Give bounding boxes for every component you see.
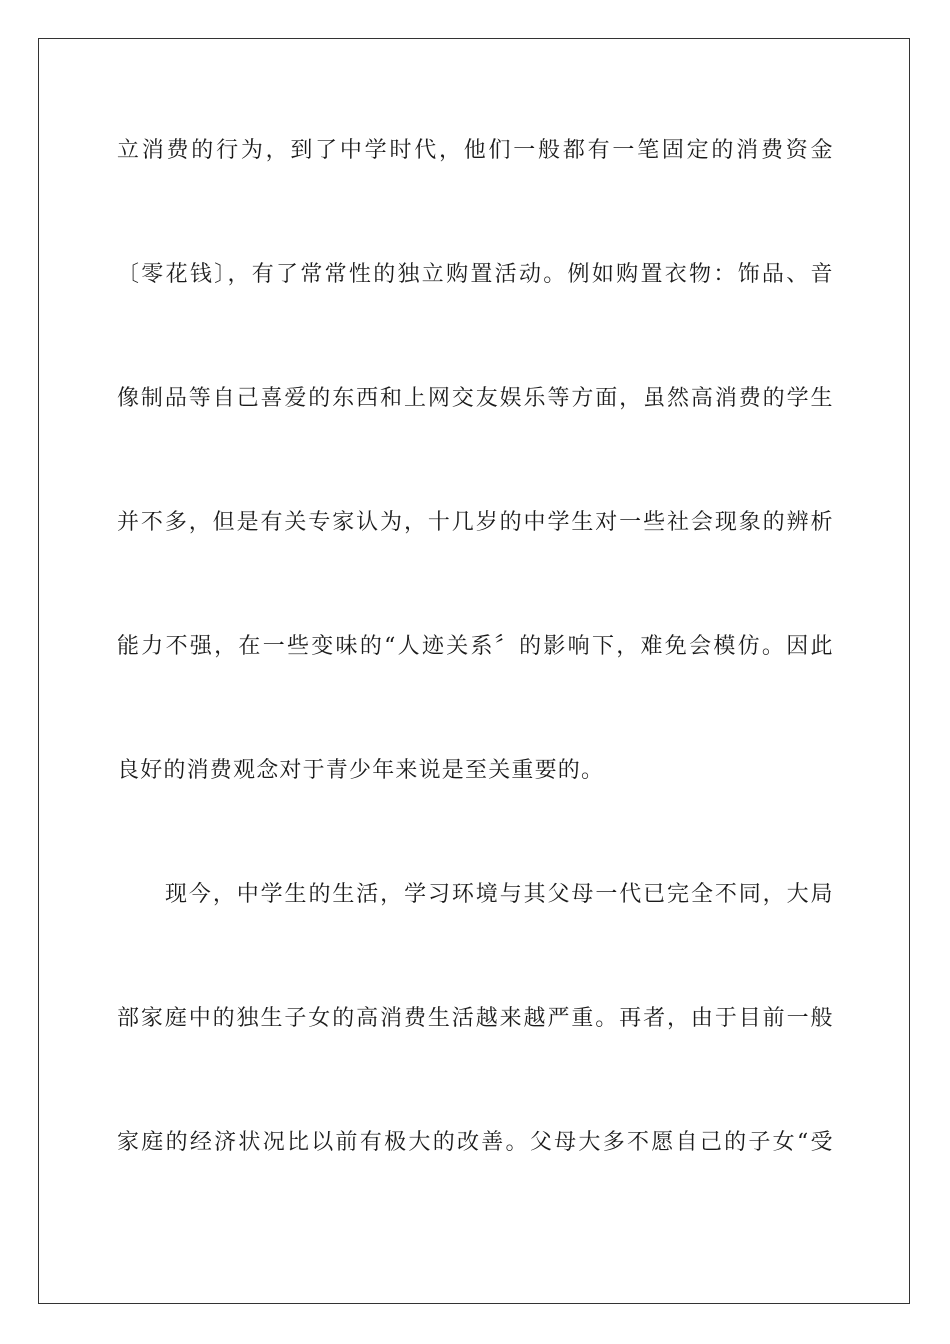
text-line: 部家庭中的独生子女的高消费生活越来越严重。再者，由于目前一般	[117, 1006, 833, 1031]
text-line: 立消费的行为，到了中学时代，他们一般都有一笔固定的消费资金	[117, 138, 833, 163]
text-line: 家庭的经济状况比以前有极大的改善。父母大多不愿自己的子女“受	[117, 1130, 833, 1155]
text-line: 良好的消费观念对于青少年来说是至关重要的。	[117, 758, 605, 783]
text-line: 能力不强，在一些变味的“人迹关系〞的影响下，难免会模仿。因此	[117, 634, 833, 659]
paragraph-first-line: 现今，中学生的生活，学习环境与其父母一代已完全不同，大局	[165, 882, 833, 907]
text-line: 〔零花钱〕，有了常常性的独立购置活动。例如购置衣物：饰品、音	[117, 262, 833, 287]
text-line: 并不多，但是有关专家认为，十几岁的中学生对一些社会现象的辨析	[117, 510, 833, 535]
text-line: 像制品等自己喜爱的东西和上网交友娱乐等方面，虽然高消费的学生	[117, 386, 833, 411]
page-border	[38, 38, 910, 1304]
